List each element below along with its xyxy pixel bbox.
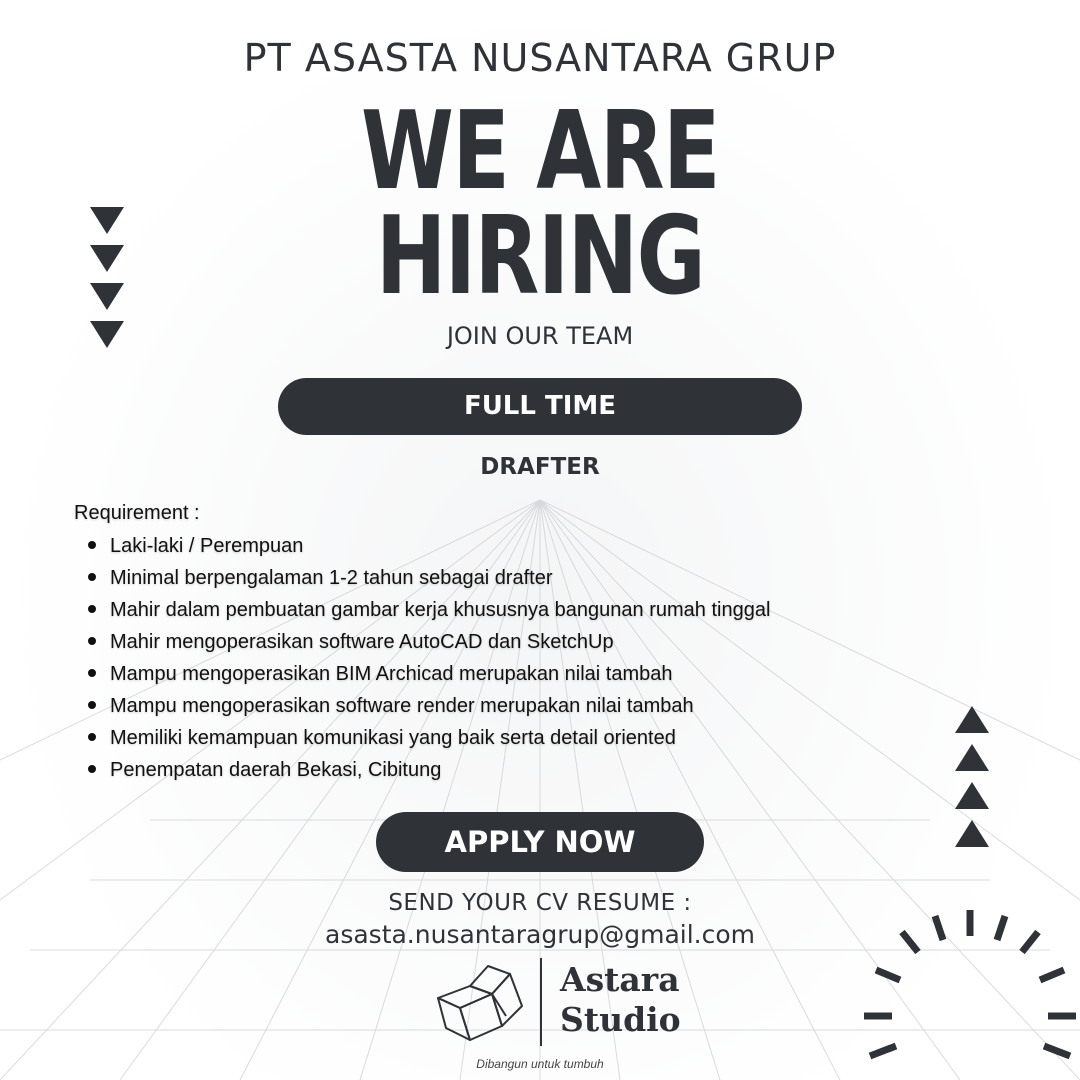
triangle-up-icon <box>955 782 989 809</box>
triangle-up-icon <box>955 820 989 847</box>
bullet-icon <box>88 637 96 645</box>
triangle-down-icon <box>90 283 124 310</box>
triangle-down-icon <box>90 245 124 272</box>
bullet-icon <box>88 733 96 741</box>
company-name: PT ASASTA NUSANTARA GRUP <box>243 36 837 80</box>
send-cv-label: SEND YOUR CV RESUME : <box>388 890 692 916</box>
logo-divider <box>540 958 542 1046</box>
logo-wordmark-line-2: Studio <box>560 1000 681 1039</box>
left-arrow-column <box>90 207 124 359</box>
triangle-down-icon <box>90 207 124 234</box>
employment-type-badge: FULL TIME <box>278 378 802 435</box>
contact-email-link[interactable]: asasta.nusantaragrup@gmail.com <box>325 920 755 949</box>
list-item: Laki-laki / Perempuan <box>88 530 770 562</box>
requirements-list <box>88 530 770 786</box>
sunburst-lines-icon <box>860 900 1080 1080</box>
list-item: Mampu mengoperasikan BIM Archicad merupakan nilai tambah <box>88 658 770 690</box>
bullet-icon <box>88 701 96 709</box>
list-item: Memiliki kemampuan komunikasi yang baik serta detail oriented <box>88 722 770 754</box>
bullet-icon <box>88 573 96 581</box>
list-item: Mahir dalam pembuatan gambar kerja khususnya bangunan rumah tinggal <box>88 594 770 626</box>
bullet-icon <box>88 541 96 549</box>
position-title: DRAFTER <box>480 454 600 480</box>
triangle-up-icon <box>955 706 989 733</box>
apply-now-button[interactable]: APPLY NOW <box>376 812 704 872</box>
logo-wordmark-line-1: Astara <box>560 960 680 999</box>
list-item: Minimal berpengalaman 1-2 tahun sebagai drafter <box>88 562 770 594</box>
bullet-icon <box>88 765 96 773</box>
requirements-heading: Requirement : <box>74 502 200 524</box>
headline-line-1: WE ARE <box>360 89 720 214</box>
right-arrow-column <box>955 706 989 858</box>
triangle-up-icon <box>955 744 989 771</box>
list-item: Penempatan daerah Bekasi, Cibitung <box>88 754 770 786</box>
join-our-team-text: JOIN OUR TEAM <box>446 322 634 350</box>
logo-tagline: Dibangun untuk tumbuh <box>476 1057 604 1071</box>
list-item: Mampu mengoperasikan software render merupakan nilai tambah <box>88 690 770 722</box>
list-item: Mahir mengoperasikan software AutoCAD dan SketchUp <box>88 626 770 658</box>
bullet-icon <box>88 605 96 613</box>
bullet-icon <box>88 669 96 677</box>
headline-line-2: HIRING <box>375 194 705 319</box>
triangle-down-icon <box>90 321 124 348</box>
